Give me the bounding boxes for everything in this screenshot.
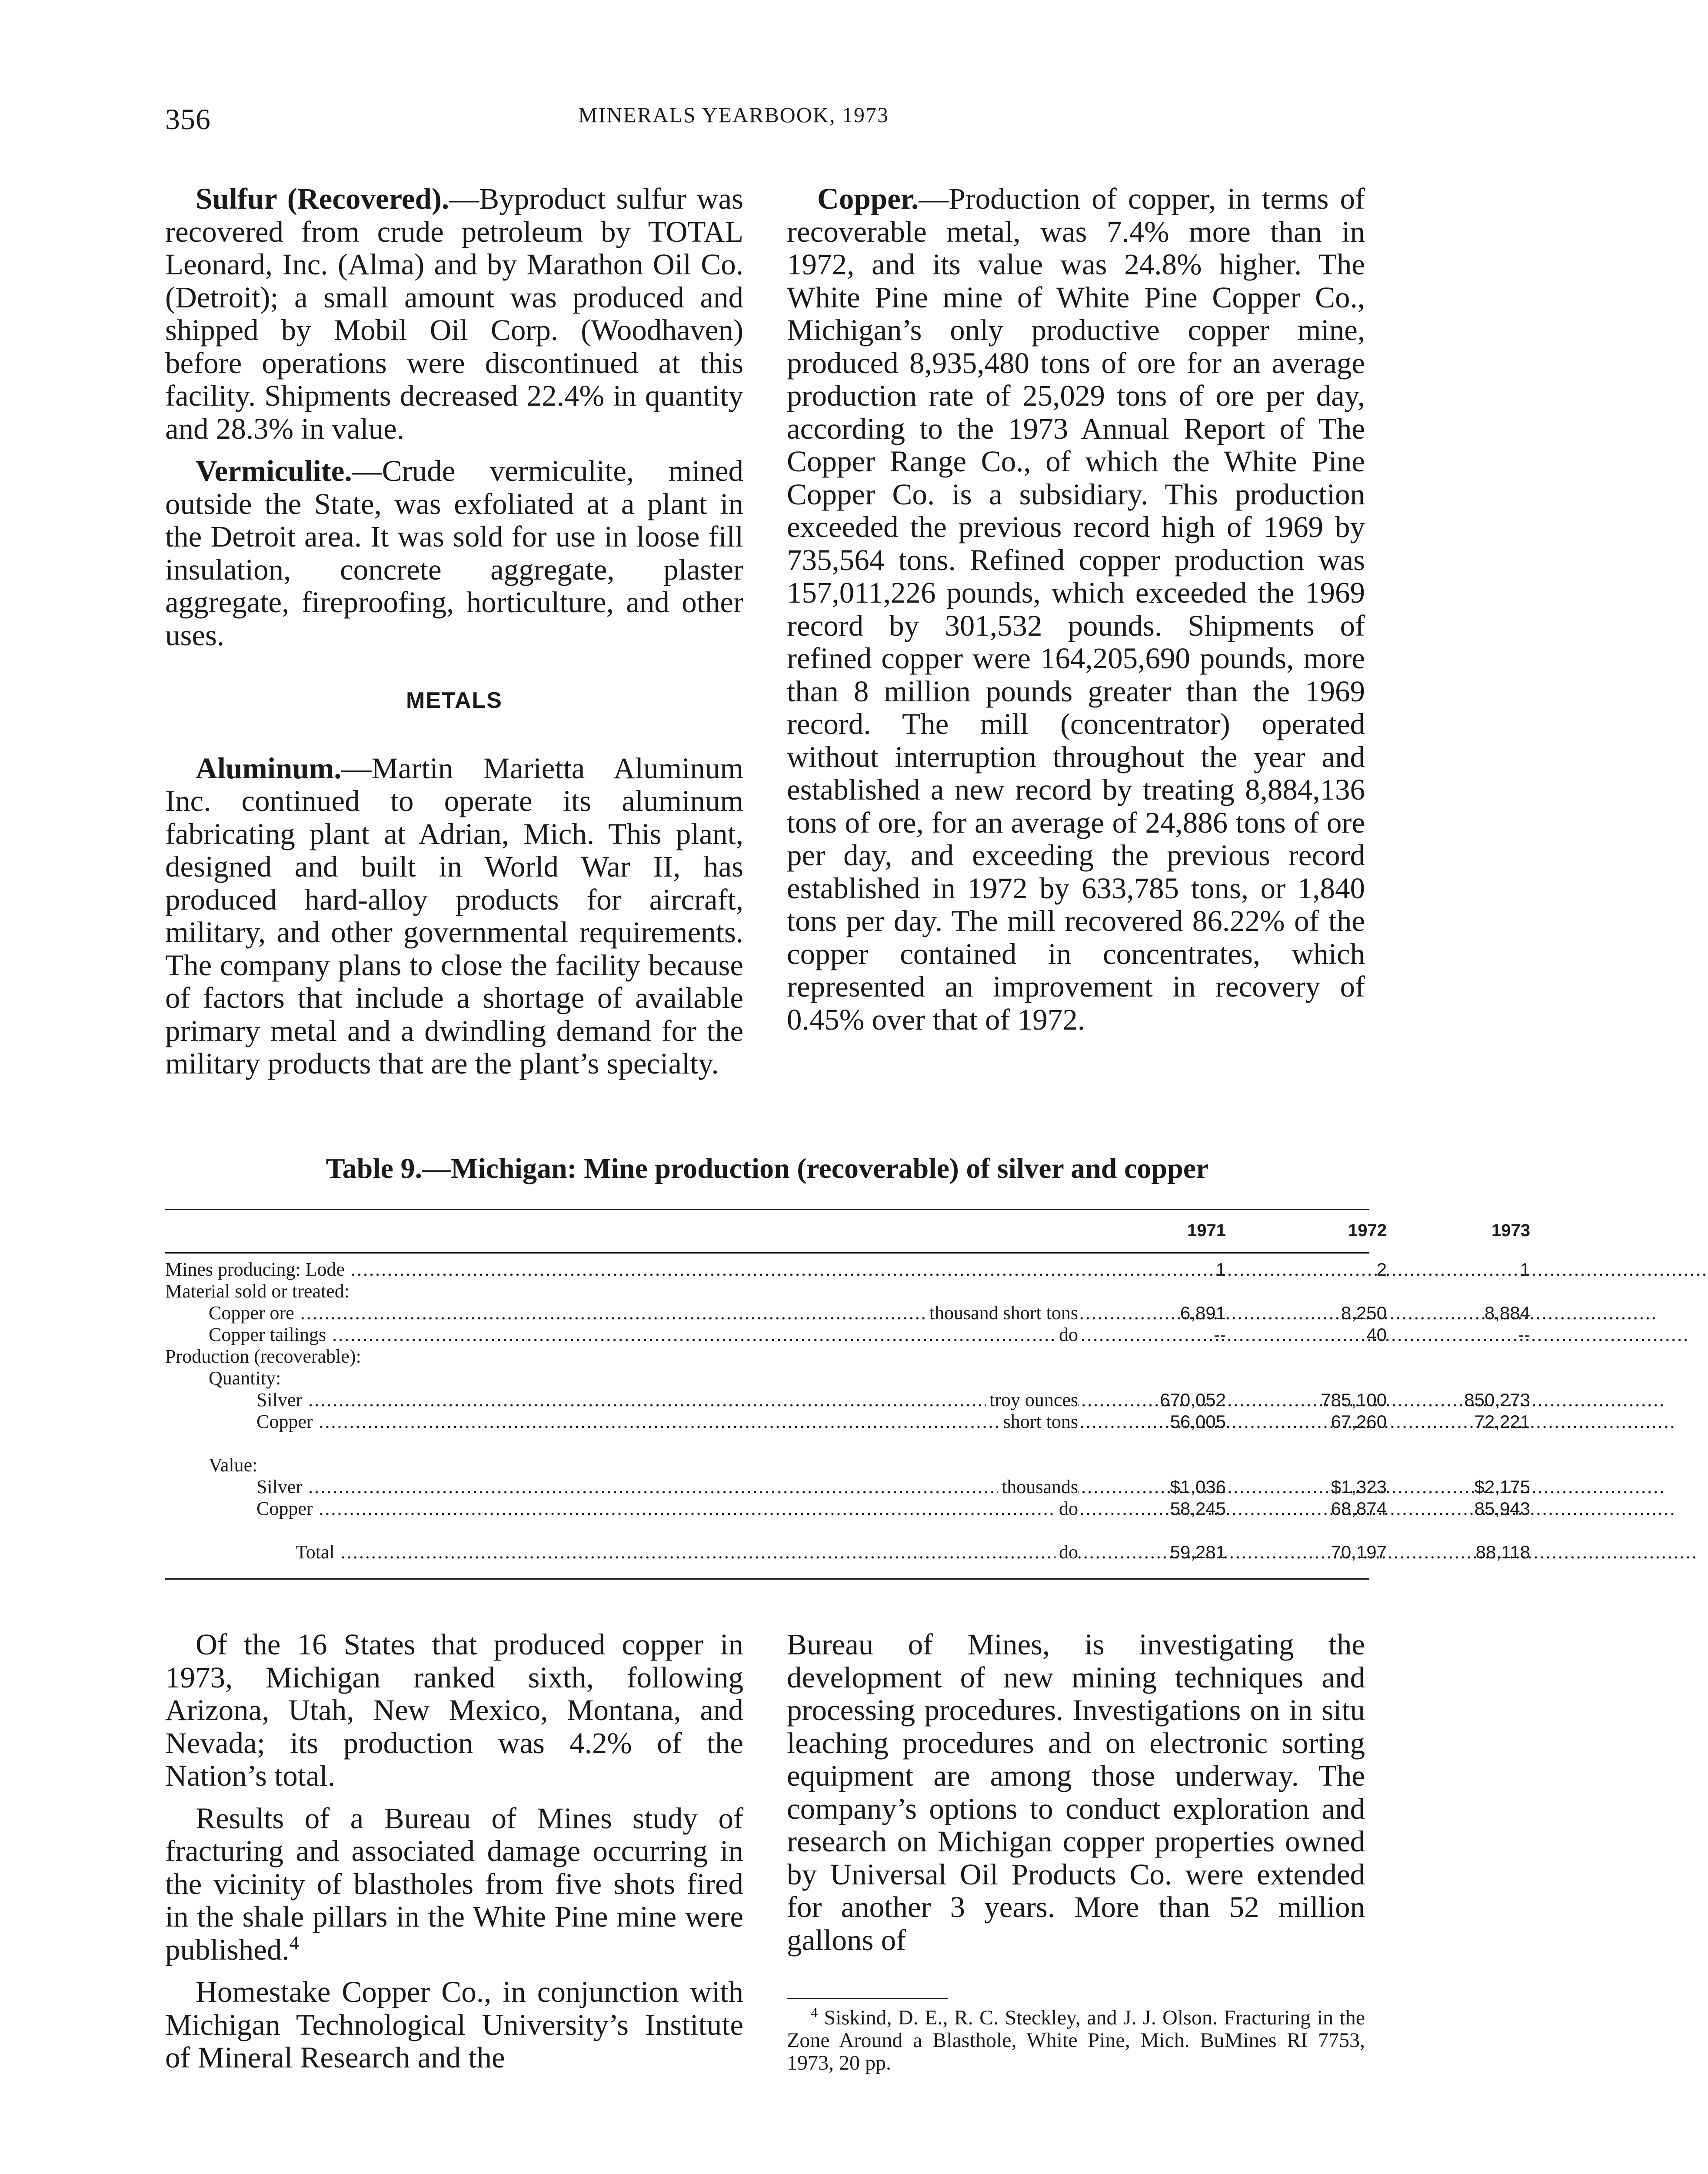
table-row — [165, 1498, 1530, 1520]
left-column-bottom — [165, 1628, 743, 2074]
left-column-top — [165, 183, 743, 1080]
table-cell: -- — [1214, 1324, 1226, 1345]
table-cell: 785,100 — [1321, 1390, 1387, 1410]
table-row-total — [165, 1541, 1530, 1563]
table-row — [165, 1476, 1530, 1498]
table-cell: 1 — [1520, 1259, 1530, 1280]
row-label: Production (recoverable): — [165, 1346, 361, 1367]
column-header-1971: 1971 — [1187, 1221, 1226, 1240]
run-in-heading-sulfur: Sulfur (Recovered). — [196, 182, 449, 215]
row-unit: do — [1055, 1541, 1078, 1563]
table-cell: 67,260 — [1331, 1411, 1387, 1432]
footnote-reference: 4 — [289, 1932, 299, 1954]
table-cell: 70,197 — [1331, 1542, 1387, 1562]
row-label: Copper tailings ..... — [209, 1324, 1069, 1346]
paragraph-text: —Production of copper, in terms of recoverable metal, was 7.4% more than in 1972, and its value was 24.8% higher. The White Pine mine of White Pine Copper Co., Michigan’s only productive copper mine, produced 8,935,480 tons of ore for an average production rate of 25,029 tons of ore per day, according to the 1973 Annual Report of The Copper Range Co., of which the White Pine Copper Co. is a subsidiary. This production exceeded the previous record high of 1969 by 735,564 tons. Refined copper production was 157,011,226 pounds, which exceeded the 1969 record by 301,532 pounds. Shipments of refined copper were 164,205,690 pounds, more than 8 million pounds greater than the 1969 record. The mill (concentrator) operated without interruption throughout the year and established a new record by treating 8,884,136 tons of ore, for an average of 24,886 tons of ore per day, and exceeding the previous record established in 1972 by 633,785 tons, or 1,840 tons per day. The mill recovered 86.22% of the copper contained in concentrates, which represented an improvement in recovery of 0.45% over that of 1972. — [787, 182, 1365, 1036]
paragraph-text: —Martin Marietta Aluminum Inc. continued to operate its aluminum fabricating plant at Adrian, Mich. This plant, designed and built in World War II, has produced hard-alloy products for aircraft, military, and other governmental requirements. The company plans to close the facility because of factors that include a shortage of available primary metal and a dwindling demand for the military products that are the plant’s specialty. — [165, 751, 743, 1080]
paragraph: Bureau of Mines, is investigating the development of new mining techniques and processing procedures. Investigations on in situ leaching procedures and on electronic sorting equipment are among those underway. The company’s options to conduct exploration and research on Michigan copper properties owned by Universal Oil Products Co. were extended for another 3 years. More than 52 million gallons of — [787, 1628, 1365, 1957]
table-cell: -- — [1518, 1324, 1530, 1345]
table-cell: 8,250 — [1341, 1303, 1387, 1323]
table-row — [165, 1346, 1369, 1367]
table-header-row — [165, 1220, 1530, 1241]
table-header-rule — [165, 1252, 1369, 1254]
row-unit: do — [1055, 1324, 1078, 1346]
run-in-heading-copper: Copper. — [817, 182, 919, 215]
paragraph-sulfur — [165, 183, 743, 445]
section-heading-metals: METALS — [406, 688, 503, 713]
row-label: Copper ore ..... — [209, 1302, 1069, 1324]
table-row — [165, 1367, 1369, 1389]
paragraph-vermiculite — [165, 455, 743, 652]
row-unit: troy ounces — [986, 1389, 1078, 1411]
column-header-1973: 1973 — [1492, 1221, 1530, 1240]
column-header-1972: 1972 — [1348, 1221, 1387, 1240]
table-row — [165, 1454, 1369, 1476]
table-cell: 850,273 — [1464, 1390, 1530, 1410]
table-cell: 58,245 — [1170, 1498, 1226, 1519]
footnote — [787, 2004, 1365, 2074]
table-top-rule — [165, 1209, 1369, 1210]
table-row — [165, 1411, 1530, 1433]
row-label: Mines producing: Lode ..... — [165, 1259, 922, 1280]
row-unit: thousand short tons — [926, 1302, 1078, 1324]
row-label: Quantity: — [209, 1367, 281, 1389]
row-unit: short tons — [1000, 1411, 1078, 1433]
table-row — [165, 1280, 1369, 1302]
run-in-heading-aluminum: Aluminum. — [196, 751, 342, 785]
right-column-top — [787, 183, 1365, 1036]
table-cell: $2,175 — [1474, 1477, 1530, 1497]
row-label: Copper ..... — [256, 1498, 1069, 1520]
table-row — [165, 1389, 1530, 1411]
paragraph-copper — [787, 183, 1365, 1036]
paragraph: Of the 16 States that produced copper in 1973, Michigan ranked sixth, following Arizona, Utah, New Mexico, Montana, and Nevada; its production was 4.2% of the Nation’s total. — [165, 1628, 743, 1792]
table-cell: 85,943 — [1474, 1498, 1530, 1519]
table-row — [165, 1324, 1530, 1346]
table-cell: 88,118 — [1475, 1542, 1530, 1562]
table-row — [165, 1259, 1530, 1280]
table-cell: 59,281 — [1170, 1542, 1226, 1562]
paragraph — [165, 1802, 743, 1967]
table-cell: 8,884 — [1484, 1303, 1530, 1323]
table-cell: 670,052 — [1160, 1390, 1226, 1410]
row-label: Value: — [209, 1454, 258, 1476]
row-label: Silver ..... — [256, 1476, 1069, 1498]
table-cell: $1,323 — [1331, 1477, 1387, 1497]
page-number: 356 — [165, 103, 211, 136]
table-cell: 72,221 — [1474, 1411, 1530, 1432]
row-label: Material sold or treated: — [165, 1280, 350, 1302]
table-cell: 6,891 — [1180, 1303, 1226, 1323]
right-column-bottom — [787, 1628, 1365, 1957]
row-label: Silver ..... — [256, 1389, 1069, 1411]
table-cell: $1,036 — [1170, 1477, 1226, 1497]
paragraph: Homestake Copper Co., in conjunction with Michigan Technological University’s Institute of Mineral Research and the — [165, 1975, 743, 2074]
running-header: MINERALS YEARBOOK, 1973 — [578, 103, 889, 127]
row-label: Total ..... — [296, 1541, 1069, 1563]
table-row — [165, 1302, 1530, 1324]
row-unit: do — [1055, 1498, 1078, 1520]
paragraph-text: Results of a Bureau of Mines study of fracturing and associated damage occurring in the vicinity of blastholes from five shots fired in the shale pillars in the White Pine mine were published. — [165, 1801, 743, 1966]
footnote-marker: 4 — [811, 2004, 818, 2020]
paragraph-text: —Crude vermiculite, mined outside the State, was exfoliated at a plant in the Detroit area. It was sold for use in loose fill insulation, concrete aggregate, plaster aggregate, fireproofing, horticulture, and other uses. — [165, 454, 743, 652]
footnote-text: Siskind, D. E., R. C. Steckley, and J. J. Olson. Fracturing in the Zone Around a Blasthole, White Pine, Mich. BuMines RI 7753, 1973, 20 pp. — [787, 2006, 1365, 2074]
run-in-heading-vermiculite: Vermiculite. — [196, 454, 352, 487]
table-cell: 40 — [1366, 1324, 1387, 1345]
table-bottom-rule — [165, 1578, 1369, 1580]
table-title: Table 9.—Michigan: Mine production (recoverable) of silver and copper — [326, 1153, 1209, 1184]
paragraph-text: —Byproduct sulfur was recovered from crude petroleum by TOTAL Leonard, Inc. (Alma) and by Marathon Oil Co. (Detroit); a small amount was produced and shipped by Mobil Oil Corp. (Woodhaven) before operations were discontinued at this facility. Shipments decreased 22.4% in quantity and 28.3% in value. — [165, 182, 743, 445]
table-cell: 56,005 — [1170, 1411, 1226, 1432]
table-cell: 2 — [1376, 1259, 1387, 1280]
paragraph-aluminum — [165, 752, 743, 1080]
row-unit: thousands — [998, 1476, 1078, 1498]
table-cell: 1 — [1215, 1259, 1226, 1280]
table-cell: 68,874 — [1331, 1498, 1387, 1519]
footnote-rule — [787, 1998, 948, 1999]
row-label: Copper ..... — [256, 1411, 1069, 1433]
